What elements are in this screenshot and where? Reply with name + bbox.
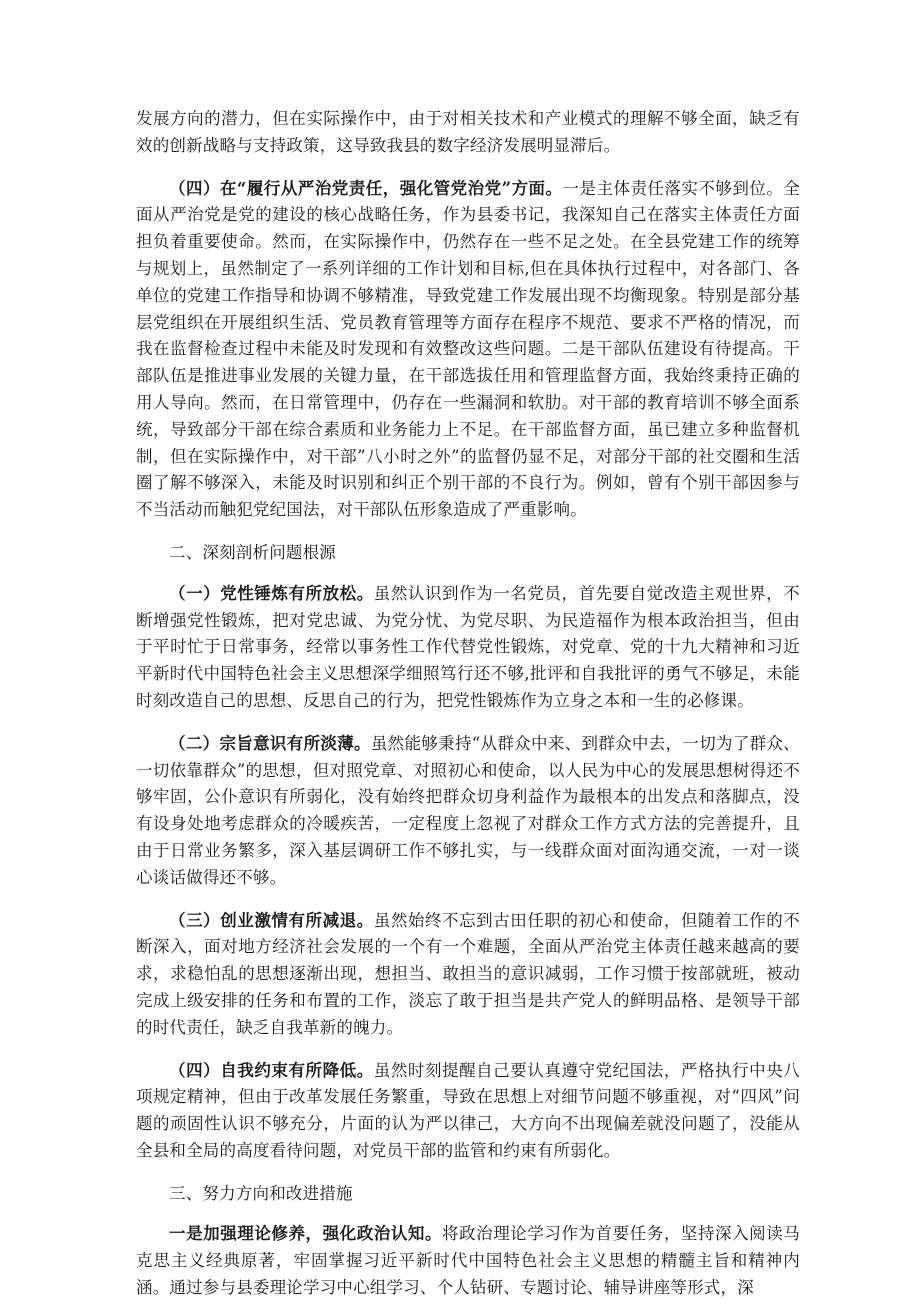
section-heading-3 — [136, 1181, 800, 1208]
paragraph-lead: （四）在“履行从严治党责任，强化管党治党”方面。 — [169, 178, 563, 198]
paragraph-lead: （三）创业激情有所减退。 — [169, 910, 374, 930]
paragraph-text: 虽然时刻提醒自己要认真遵守党纪国法，严格执行中央八项规定精神，但由于改革发展任务繁重，导致在思想上对细节问题不够重视，对“四风”问题的顽固性认识不够充分，片面的认为严以律己，大方向不出现偏差就没问题了，没能从全县和全局的高度看待问题，对党员干部的监管和约束有所弱化。 — [136, 1060, 800, 1160]
paragraph-theory-study — [136, 1221, 800, 1301]
paragraph-lead: （二）宗旨意识有所淡薄。 — [169, 733, 371, 753]
paragraph-lead: （一）党性锤炼有所放松。 — [169, 583, 374, 603]
paragraph-party-spirit — [136, 581, 800, 715]
paragraph-purpose-awareness — [136, 731, 800, 892]
paragraph-self-discipline — [136, 1058, 800, 1165]
paragraph-lead: 一是加强理论修养，强化政治认知。 — [169, 1224, 443, 1244]
heading-text: 二、深刻剖析问题根源 — [169, 542, 336, 562]
paragraph-text: 虽然始终不忘到古田任职的初心和使命，但随着工作的不断深入，面对地方经济社会发展的一个有一个难题，全面从严治党主体责任越来越高的要求，求稳怕乱的思想逐渐出现，想担当、敢担当的意识减弱，工作习惯于按部就班，被动完成上级安排的任务和布置的工作，淡忘了敢于担当是共产党人的鲜明品格、是领导干部的时代责任，缺乏自我革新的魄力。 — [136, 910, 800, 1037]
paragraph-party-governance — [136, 176, 800, 524]
paragraph-lead: （四）自我约束有所降低。 — [169, 1060, 374, 1080]
paragraph-text: 虽然能够秉持“从群众中来、到群众中去，一切为了群众、一切依靠群众”的思想，但对照党章、对照初心和使命，以人民为中心的发展思想树得还不够牢固，公仆意识有所弱化，没有始终把群众切身利益作为最根本的出发点和落脚点，没有设身处地考虑群众的冷暖疾苦，一定程度上忽视了对群众工作方式方法的完善提升，且由于日常业务繁多，深入基层调研工作不够扎实，与一线群众面对面沟通交流，一对一谈心谈话做得还不够。 — [136, 733, 801, 887]
paragraph-text: 一是主体责任落实不够到位。全面从严治党是党的建设的核心战略任务，作为县委书记，我深知自己在落实主体责任方面担负着重要使命。然而，在实际操作中，仍然存在一些不足之处。在全县党建工作的统筹与规划上，虽然制定了一系列详细的工作计划和目标,但在具体执行过程中，对各部门、各单位的党建工作指导和协调不够精准，导致党建工作发展出现不均衡现象。特别是部分基层党组织在开展组织生活、党员教育管理等方面存在程序不规范、要求不严格的情况，而我在监督检查过程中未能及时发现和有效整改这些问题。二是干部队伍建设有待提高。干部队伍是推进事业发展的关键力量，在干部选拔任用和管理监督方面，我始终秉持正确的用人导向。然而，在日常管理中，仍存在一些漏洞和软肋。对干部的教育培训不够全面系统，导致部分干部在综合素质和业务能力上不足。在干部监督方面，虽已建立多种监督机制，但在实际操作中，对干部”八小时之外”的监督仍显不足，对部分干部的社交圈和生活圈了解不够深入，未能及时识别和纠正个别干部的不良行为。例如，曾有个别干部因参与不当活动而触犯党纪国法，对干部队伍形象造成了严重影响。 — [136, 178, 800, 520]
paragraph-continued — [136, 106, 800, 160]
section-heading-2 — [136, 540, 800, 567]
paragraph-text: 发展方向的潜力，但在实际操作中，由于对相关技术和产业模式的理解不够全面，缺乏有效的创新战略与支持政策，这导致我县的数字经济发展明显滞后。 — [136, 109, 800, 155]
paragraph-text: 将政治理论学习作为首要任务，坚持深入阅读马克思主义经典原著，牢固掌握习近平新时代中国特色社会主义思想的精髓主旨和精神内涵。通过参与县委理论学习中心组学习、个人钻研、专题讨论、辅导讲座等形式，深 — [136, 1224, 801, 1298]
heading-text: 三、努力方向和改进措施 — [169, 1183, 353, 1203]
paragraph-text: 虽然认识到作为一名党员，首先要自觉改造主观世界，不断增强党性锻炼，把对党忠诚、为党分忧、为党尽职、为民造福作为根本政治担当，但由于平时忙于日常事务，经常以事务性工作代替党性锻炼，对党章、党的十九大精神和习近平新时代中国特色社会主义思想深学细照笃行还不够,批评和自我批评的勇气不够足，未能时刻改造自己的思想、反思自己的行为，把党性锻炼作为立身之本和一生的必修课。 — [136, 583, 800, 710]
paragraph-entrepreneurial-passion — [136, 908, 800, 1042]
